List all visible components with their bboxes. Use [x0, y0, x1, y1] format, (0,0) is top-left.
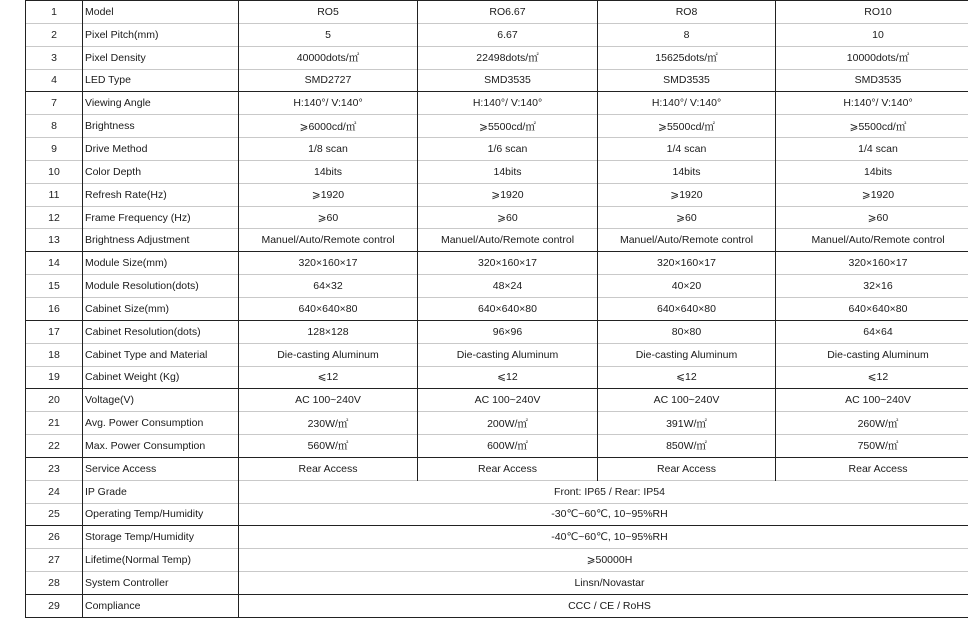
spec-value: Manuel/Auto/Remote control: [239, 229, 418, 252]
parameter-name: Module Resolution(dots): [83, 275, 239, 298]
parameter-name: Voltage(V): [83, 389, 239, 412]
spec-value: Rear Access: [418, 457, 598, 480]
row-number: 13: [26, 229, 83, 252]
spec-value: Die-casting Aluminum: [418, 343, 598, 366]
parameter-name: Cabinet Type and Material: [83, 343, 239, 366]
spec-value: 640×640×80: [239, 297, 418, 320]
spec-value: 14bits: [418, 160, 598, 183]
row-number: 4: [26, 69, 83, 92]
table-row: [26, 1, 968, 24]
parameter-name: Compliance: [83, 594, 239, 617]
spec-value: 640×640×80: [418, 297, 598, 320]
spec-value: Die-casting Aluminum: [239, 343, 418, 366]
spec-value: ⩾60: [239, 206, 418, 229]
spec-value: 320×160×17: [598, 252, 776, 275]
spec-value: 14bits: [776, 160, 968, 183]
row-number: 17: [26, 320, 83, 343]
parameter-name: Brightness: [83, 115, 239, 138]
spec-value: 320×160×17: [418, 252, 598, 275]
table-row: [26, 23, 968, 46]
row-number: 10: [26, 160, 83, 183]
spec-value: AC 100~240V: [598, 389, 776, 412]
spec-value: AC 100~240V: [776, 389, 968, 412]
row-number: 2: [26, 23, 83, 46]
spec-value: Rear Access: [598, 457, 776, 480]
table-row: [26, 457, 968, 480]
parameter-name: Pixel Density: [83, 46, 239, 69]
spec-value: 600W/㎡: [418, 435, 598, 458]
spec-value: 1/6 scan: [418, 138, 598, 161]
table-row: [26, 503, 968, 526]
spec-value: SMD3535: [598, 69, 776, 92]
row-number: 29: [26, 594, 83, 617]
row-number: 18: [26, 343, 83, 366]
spec-value: H:140°/ V:140°: [418, 92, 598, 115]
spec-value: 750W/㎡: [776, 435, 968, 458]
spec-value: Manuel/Auto/Remote control: [418, 229, 598, 252]
parameter-name: Avg. Power Consumption: [83, 412, 239, 435]
spec-value: Manuel/Auto/Remote control: [776, 229, 968, 252]
spec-value: ⩾1920: [598, 183, 776, 206]
parameter-name: Cabinet Size(mm): [83, 297, 239, 320]
spec-value: 320×160×17: [776, 252, 968, 275]
row-number: 24: [26, 480, 83, 503]
spec-value: 15625dots/㎡: [598, 46, 776, 69]
spec-value: SMD2727: [239, 69, 418, 92]
spec-value: ⩾5500cd/㎡: [776, 115, 968, 138]
spec-value: 10000dots/㎡: [776, 46, 968, 69]
row-number: 1: [26, 1, 83, 24]
row-number: 21: [26, 412, 83, 435]
parameter-name: System Controller: [83, 572, 239, 595]
parameter-name: Module Size(mm): [83, 252, 239, 275]
spec-value: 640×640×80: [776, 297, 968, 320]
parameter-name: Operating Temp/Humidity: [83, 503, 239, 526]
parameter-name: Service Access: [83, 457, 239, 480]
spec-value: RO6.67: [418, 1, 598, 24]
spec-value: ⩾5500cd/㎡: [598, 115, 776, 138]
table-row: [26, 69, 968, 92]
spec-value: ⩾1920: [239, 183, 418, 206]
parameter-name: Lifetime(Normal Temp): [83, 549, 239, 572]
spec-value: RO10: [776, 1, 968, 24]
table-row: [26, 412, 968, 435]
spec-value-shared: -30℃~60℃, 10~95%RH: [239, 503, 968, 526]
spec-value-shared: CCC / CE / RoHS: [239, 594, 968, 617]
parameter-name: Pixel Pitch(mm): [83, 23, 239, 46]
spec-table: [25, 0, 968, 618]
spec-value: ⩾60: [418, 206, 598, 229]
parameter-name: IP Grade: [83, 480, 239, 503]
table-row: [26, 389, 968, 412]
table-row: [26, 435, 968, 458]
spec-value: Die-casting Aluminum: [776, 343, 968, 366]
spec-value: ⩾60: [776, 206, 968, 229]
spec-value: H:140°/ V:140°: [598, 92, 776, 115]
spec-value: 1/4 scan: [776, 138, 968, 161]
row-number: 9: [26, 138, 83, 161]
spec-value: 40×20: [598, 275, 776, 298]
table-row: [26, 229, 968, 252]
spec-value: ⩽12: [598, 366, 776, 389]
spec-value: RO8: [598, 1, 776, 24]
table-row: [26, 320, 968, 343]
spec-value: 230W/㎡: [239, 412, 418, 435]
spec-value: Rear Access: [776, 457, 968, 480]
row-number: 8: [26, 115, 83, 138]
spec-value: 320×160×17: [239, 252, 418, 275]
row-number: 26: [26, 526, 83, 549]
spec-value: ⩾5500cd/㎡: [418, 115, 598, 138]
spec-value: ⩽12: [776, 366, 968, 389]
spec-value: 391W/㎡: [598, 412, 776, 435]
spec-value: 560W/㎡: [239, 435, 418, 458]
spec-value: H:140°/ V:140°: [776, 92, 968, 115]
parameter-name: Brightness Adjustment: [83, 229, 239, 252]
table-row: [26, 366, 968, 389]
spec-table-body: [26, 1, 968, 618]
table-row: [26, 160, 968, 183]
spec-value-shared: Linsn/Novastar: [239, 572, 968, 595]
spec-value: SMD3535: [776, 69, 968, 92]
row-number: 12: [26, 206, 83, 229]
spec-value-shared: -40℃~60℃, 10~95%RH: [239, 526, 968, 549]
spec-value: 640×640×80: [598, 297, 776, 320]
table-row: [26, 275, 968, 298]
spec-value: AC 100~240V: [418, 389, 598, 412]
parameter-name: Viewing Angle: [83, 92, 239, 115]
row-number: 7: [26, 92, 83, 115]
spec-value-shared: Front: IP65 / Rear: IP54: [239, 480, 968, 503]
spec-value-shared: ⩾50000H: [239, 549, 968, 572]
spec-value: 96×96: [418, 320, 598, 343]
table-row: [26, 572, 968, 595]
spec-value: 22498dots/㎡: [418, 46, 598, 69]
spec-value: 10: [776, 23, 968, 46]
spec-value: ⩾60: [598, 206, 776, 229]
spec-value: 1/8 scan: [239, 138, 418, 161]
row-number: 11: [26, 183, 83, 206]
row-number: 14: [26, 252, 83, 275]
spec-value: 200W/㎡: [418, 412, 598, 435]
spec-value: 1/4 scan: [598, 138, 776, 161]
parameter-name: Cabinet Weight (Kg): [83, 366, 239, 389]
row-number: 19: [26, 366, 83, 389]
spec-value: 64×64: [776, 320, 968, 343]
table-row: [26, 594, 968, 617]
spec-value: AC 100~240V: [239, 389, 418, 412]
spec-value: 128×128: [239, 320, 418, 343]
spec-value: Die-casting Aluminum: [598, 343, 776, 366]
spec-value: 40000dots/㎡: [239, 46, 418, 69]
table-row: [26, 480, 968, 503]
spec-value: 5: [239, 23, 418, 46]
spec-value: 32×16: [776, 275, 968, 298]
table-row: [26, 92, 968, 115]
parameter-name: Max. Power Consumption: [83, 435, 239, 458]
table-row: [26, 526, 968, 549]
parameter-name: Model: [83, 1, 239, 24]
spec-value: 64×32: [239, 275, 418, 298]
spec-value: SMD3535: [418, 69, 598, 92]
table-row: [26, 138, 968, 161]
spec-value: ⩽12: [239, 366, 418, 389]
spec-value: 6.67: [418, 23, 598, 46]
row-number: 20: [26, 389, 83, 412]
spec-value: 260W/㎡: [776, 412, 968, 435]
parameter-name: Storage Temp/Humidity: [83, 526, 239, 549]
row-number: 3: [26, 46, 83, 69]
parameter-name: Drive Method: [83, 138, 239, 161]
parameter-name: LED Type: [83, 69, 239, 92]
row-number: 23: [26, 457, 83, 480]
spec-value: ⩽12: [418, 366, 598, 389]
row-number: 25: [26, 503, 83, 526]
row-number: 16: [26, 297, 83, 320]
table-row: [26, 343, 968, 366]
table-row: [26, 115, 968, 138]
spec-value: Rear Access: [239, 457, 418, 480]
parameter-name: Cabinet Resolution(dots): [83, 320, 239, 343]
spec-value: 850W/㎡: [598, 435, 776, 458]
spec-value: 14bits: [239, 160, 418, 183]
table-row: [26, 252, 968, 275]
spec-value: 48×24: [418, 275, 598, 298]
spec-value: 80×80: [598, 320, 776, 343]
table-row: [26, 46, 968, 69]
table-row: [26, 206, 968, 229]
row-number: 15: [26, 275, 83, 298]
spec-value: RO5: [239, 1, 418, 24]
row-number: 28: [26, 572, 83, 595]
spec-value: ⩾6000cd/㎡: [239, 115, 418, 138]
parameter-name: Color Depth: [83, 160, 239, 183]
parameter-name: Frame Frequency (Hz): [83, 206, 239, 229]
parameter-name: Refresh Rate(Hz): [83, 183, 239, 206]
spec-value: ⩾1920: [418, 183, 598, 206]
spec-value: ⩾1920: [776, 183, 968, 206]
table-row: [26, 549, 968, 572]
spec-value: H:140°/ V:140°: [239, 92, 418, 115]
table-row: [26, 183, 968, 206]
spec-value: 8: [598, 23, 776, 46]
table-row: [26, 297, 968, 320]
row-number: 22: [26, 435, 83, 458]
spec-value: Manuel/Auto/Remote control: [598, 229, 776, 252]
row-number: 27: [26, 549, 83, 572]
spec-value: 14bits: [598, 160, 776, 183]
